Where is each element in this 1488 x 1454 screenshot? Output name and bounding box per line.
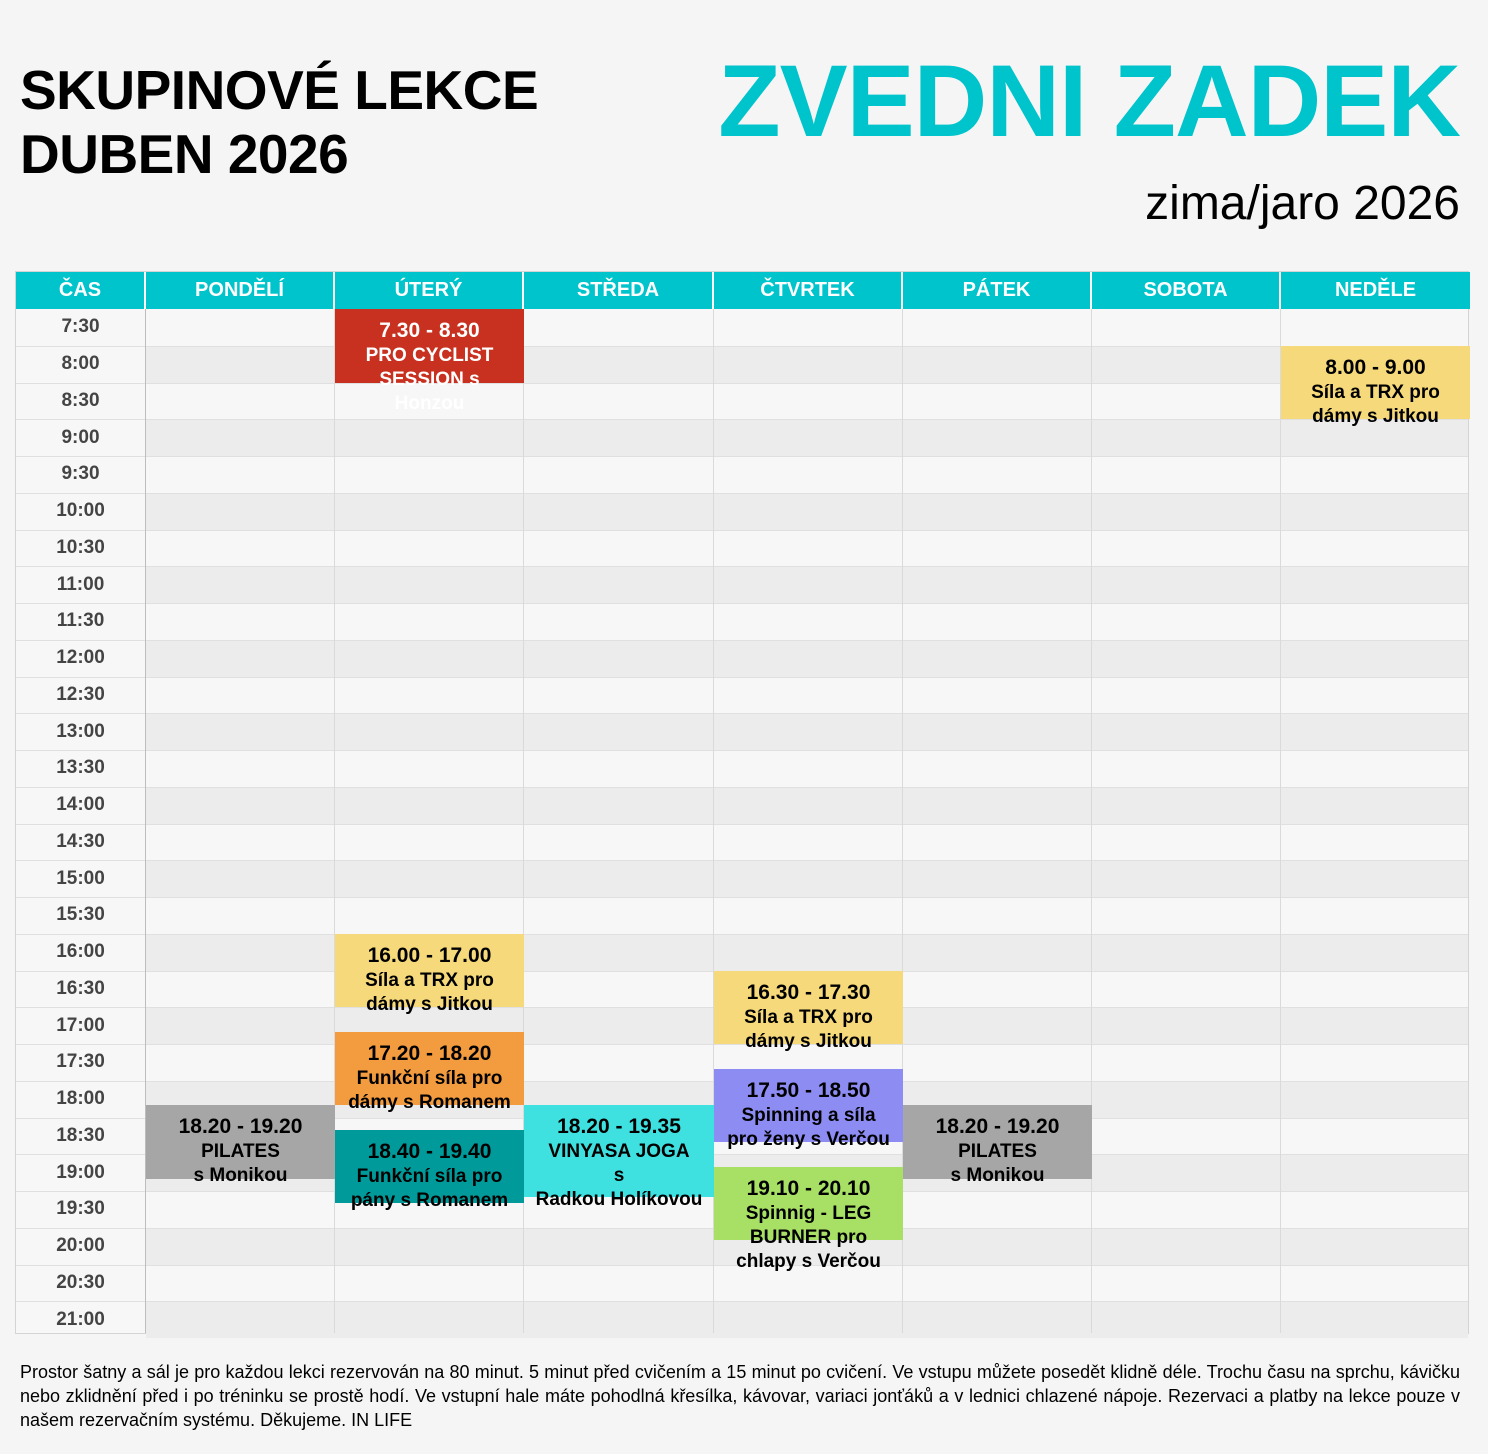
time-label: 13:00 [56, 720, 105, 742]
lesson-block[interactable] [335, 1032, 524, 1113]
time-label: 20:30 [56, 1271, 105, 1293]
column-header: STŘEDA [524, 272, 714, 309]
time-label: 16:00 [56, 941, 105, 963]
time-label: 17:00 [56, 1014, 105, 1036]
row-band [146, 419, 1468, 456]
row-divider [16, 640, 1468, 641]
lesson-title: PRO CYCLIST SESSION s Honzou [365, 345, 494, 414]
time-label: 14:30 [56, 830, 105, 852]
row-divider [16, 934, 1468, 935]
column-header: PONDĚLÍ [146, 272, 335, 309]
row-divider [16, 493, 1468, 494]
time-label: 17:30 [56, 1051, 105, 1073]
lesson-block[interactable] [714, 1069, 903, 1150]
column-header: SOBOTA [1092, 272, 1281, 309]
brand-title: ZVEDNI ZADEK [718, 44, 1460, 158]
lesson-title: Síla a TRX pro dámy s Jitkou [744, 1006, 873, 1052]
time-label: 9:30 [61, 463, 100, 485]
lesson-block[interactable] [524, 1105, 714, 1211]
row-divider [16, 603, 1468, 604]
title-line-2: DUBEN 2026 [20, 123, 349, 185]
row-divider [16, 824, 1468, 825]
row-divider [16, 566, 1468, 567]
time-label: 12:00 [56, 647, 105, 669]
lesson-title: Spinning a síla pro ženy s Verčou [727, 1104, 890, 1150]
time-label: 15:00 [56, 867, 105, 889]
row-divider [16, 750, 1468, 751]
lesson-time: 18.20 - 19.20 [935, 1115, 1060, 1139]
row-band [146, 1301, 1468, 1338]
column-header: ČAS [16, 272, 146, 309]
time-label: 18:00 [56, 1088, 105, 1110]
time-label: 8:00 [61, 353, 100, 375]
lesson-block[interactable] [335, 934, 524, 1015]
time-label: 14:00 [56, 794, 105, 816]
column-header: PÁTEK [903, 272, 1092, 309]
lesson-time: 17.20 - 18.20 [367, 1041, 492, 1065]
time-label: 13:30 [56, 757, 105, 779]
lesson-time: 18.40 - 19.40 [367, 1139, 492, 1163]
time-label: 21:00 [56, 1308, 105, 1330]
lesson-title: VINYASA JOGA s Radkou Holíkovou [535, 1141, 703, 1211]
time-label: 10:30 [56, 536, 105, 558]
row-band [146, 493, 1468, 530]
time-label: 11:00 [56, 573, 105, 595]
lesson-block[interactable] [714, 971, 903, 1052]
column-divider [1280, 309, 1281, 1333]
column-header: ÚTERÝ [335, 272, 524, 309]
lesson-block[interactable] [335, 309, 524, 414]
row-divider [16, 677, 1468, 678]
lesson-time: 16.00 - 17.00 [367, 943, 492, 967]
row-divider [16, 713, 1468, 714]
page-title [20, 58, 538, 186]
row-band [146, 566, 1468, 603]
lesson-title: Funkční síla pro dámy s Romanem [348, 1067, 511, 1113]
row-band [146, 640, 1468, 677]
time-label: 16:30 [56, 977, 105, 999]
row-divider [16, 1301, 1468, 1302]
time-label: 9:00 [61, 426, 100, 448]
time-label: 18:30 [56, 1124, 105, 1146]
lesson-title: Síla a TRX pro dámy s Jitkou [1311, 381, 1440, 427]
column-header: NEDĚLE [1281, 272, 1470, 309]
column-header: ČTVRTEK [714, 272, 903, 309]
row-divider [16, 897, 1468, 898]
time-label: 20:00 [56, 1235, 105, 1257]
schedule-grid [15, 271, 1469, 1334]
lesson-block[interactable] [714, 1167, 903, 1272]
time-label: 11:30 [56, 610, 105, 632]
row-band [146, 860, 1468, 897]
lesson-time: 7.30 - 8.30 [379, 319, 480, 342]
lesson-title: Spinnig - LEG BURNER pro chlapy s Verčou [736, 1202, 881, 1272]
lesson-title: PILATES s Monikou [950, 1141, 1045, 1187]
row-divider [16, 419, 1468, 420]
row-band [146, 787, 1468, 824]
footer-note: Prostor šatny a sál je pro každou lekci rezervován na 80 minut. 5 minut před cvičením a 15 minut po cvičení. Ve vstupu můžete posedět klidně déle. Trochu času na sprchu, kávičku nebo zklidnění před i po tréninku se prostě hodí. Ve vstupní hale máte pohodlná křesílka, kávovar, variaci jonťáků a v lednici chlazené nápoje. Rezervaci a platby na lekce pouze v našem rezervačním systému. Děkujeme. IN LIFE [20, 1362, 1460, 1430]
row-band [146, 713, 1468, 750]
time-label: 12:30 [56, 683, 105, 705]
lesson-block[interactable] [146, 1105, 335, 1187]
lesson-block[interactable] [903, 1105, 1092, 1187]
row-divider [16, 530, 1468, 531]
time-label: 7:30 [61, 316, 100, 338]
lesson-time: 18.20 - 19.20 [178, 1115, 303, 1139]
time-label: 19:00 [56, 1161, 105, 1183]
row-divider [16, 787, 1468, 788]
season-label: zima/jaro 2026 [1145, 177, 1460, 230]
lesson-time: 8.00 - 9.00 [1325, 355, 1426, 379]
lesson-title: PILATES s Monikou [193, 1141, 288, 1187]
time-label: 15:30 [56, 904, 105, 926]
lesson-time: 19.10 - 20.10 [746, 1176, 871, 1200]
row-divider [16, 346, 1468, 347]
row-divider [16, 456, 1468, 457]
lesson-time: 16.30 - 17.30 [746, 980, 871, 1004]
row-divider [16, 383, 1468, 384]
lesson-block[interactable] [335, 1130, 524, 1211]
time-label: 19:30 [56, 1198, 105, 1220]
time-label: 10:00 [56, 500, 105, 522]
time-label: 8:30 [61, 389, 100, 411]
title-line-1: SKUPINOVÉ LEKCE [20, 59, 539, 121]
lesson-block[interactable] [1281, 346, 1470, 427]
lesson-title: Síla a TRX pro dámy s Jitkou [365, 969, 494, 1015]
lesson-time: 18.20 - 19.35 [557, 1115, 681, 1139]
row-divider [16, 860, 1468, 861]
lesson-title: Funkční síla pro pány s Romanem [350, 1165, 509, 1211]
lesson-time: 17.50 - 18.50 [746, 1078, 871, 1102]
